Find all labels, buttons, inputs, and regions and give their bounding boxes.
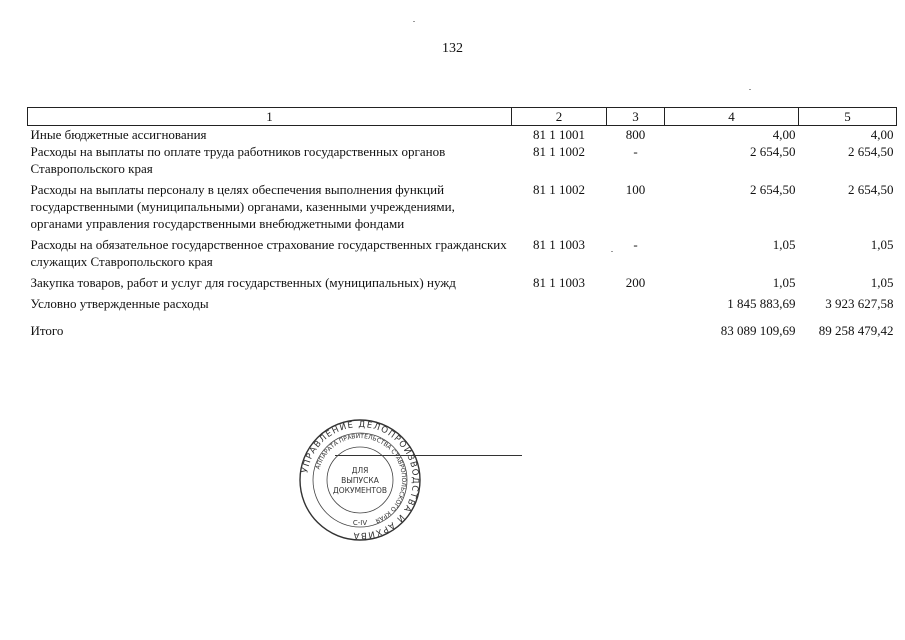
stamp-middle-text: АППАРАТА ПРАВИТЕЛЬСТВА СТАВРОПОЛЬСКОГО КРАЯ <box>314 432 408 524</box>
header-col-2: 2 <box>512 108 607 126</box>
stamp-center-line-3: ДОКУМЕНТОВ <box>332 486 388 495</box>
row-name: Расходы на выплаты персоналу в целях обеспечения выполнения функций государственными (муниципальными) органами, казенными учреждениями, органами управления государственными внебюджетными фондами <box>30 182 455 231</box>
row-amount-col5: 1,05 <box>870 237 894 252</box>
row-expense-type: 800 <box>625 127 646 142</box>
budget-table <box>27 107 897 339</box>
row-amount-col5: 1,05 <box>870 275 894 290</box>
table-row <box>28 270 897 291</box>
scan-speck <box>611 251 613 252</box>
row-amount-col5: 2 654,50 <box>848 144 894 159</box>
header-col-1: 1 <box>28 108 512 126</box>
row-expense-type: - <box>633 237 638 252</box>
row-amount-col4: 1,05 <box>772 237 796 252</box>
conditional-expenses-row <box>28 291 897 312</box>
table-row <box>28 126 897 144</box>
stamp-code: С-IV <box>352 519 368 527</box>
conditional-amount-col5: 3 923 627,58 <box>825 296 894 311</box>
total-row <box>28 312 897 339</box>
conditional-expenses-label: Условно утвержденные расходы <box>30 296 209 311</box>
stamp-center-line-2: ВЫПУСКА <box>341 476 379 485</box>
row-amount-col4: 2 654,50 <box>750 182 796 197</box>
table-row <box>28 177 897 232</box>
table-row <box>28 143 897 177</box>
row-code: 81 1 1003 <box>533 275 585 290</box>
row-name: Расходы на выплаты по оплате труда работников государственных органов Ставропольского края <box>30 144 446 176</box>
stamp-outer-text: УПРАВЛЕНИЕ ДЕЛОПРОИЗВОДСТВА И АРХИВА <box>300 419 421 541</box>
row-name: Иные бюджетные ассигнования <box>30 127 207 142</box>
total-label: Итого <box>30 323 64 338</box>
header-col-3: 3 <box>607 108 665 126</box>
conditional-amount-col4: 1 845 883,69 <box>727 296 796 311</box>
table-header-row <box>28 108 897 126</box>
row-amount-col4: 4,00 <box>772 127 796 142</box>
official-stamp <box>298 418 422 542</box>
header-col-4: 4 <box>665 108 799 126</box>
row-code: 81 1 1001 <box>533 127 585 142</box>
row-code: 81 1 1003 <box>533 237 585 252</box>
page-number: 132 <box>442 41 463 56</box>
scan-speck <box>749 89 751 90</box>
table-row <box>28 232 897 270</box>
row-code: 81 1 1002 <box>533 144 585 159</box>
row-amount-col5: 4,00 <box>870 127 894 142</box>
row-amount-col4: 1,05 <box>772 275 796 290</box>
total-amount-col5: 89 258 479,42 <box>818 323 894 338</box>
row-name: Расходы на обязательное государственное страхование государственных гражданских служащих Ставропольского края <box>30 237 507 269</box>
row-amount-col5: 2 654,50 <box>848 182 894 197</box>
header-col-5: 5 <box>799 108 897 126</box>
row-expense-type: 100 <box>625 182 646 197</box>
row-expense-type: 200 <box>625 275 646 290</box>
scan-speck <box>413 21 415 22</box>
row-name: Закупка товаров, работ и услуг для государственных (муниципальных) нужд <box>30 275 456 290</box>
stamp-center-line-1: ДЛЯ <box>351 466 369 475</box>
total-amount-col4: 83 089 109,69 <box>720 323 796 338</box>
row-expense-type: - <box>633 144 638 159</box>
row-code: 81 1 1002 <box>533 182 585 197</box>
row-amount-col4: 2 654,50 <box>750 144 796 159</box>
